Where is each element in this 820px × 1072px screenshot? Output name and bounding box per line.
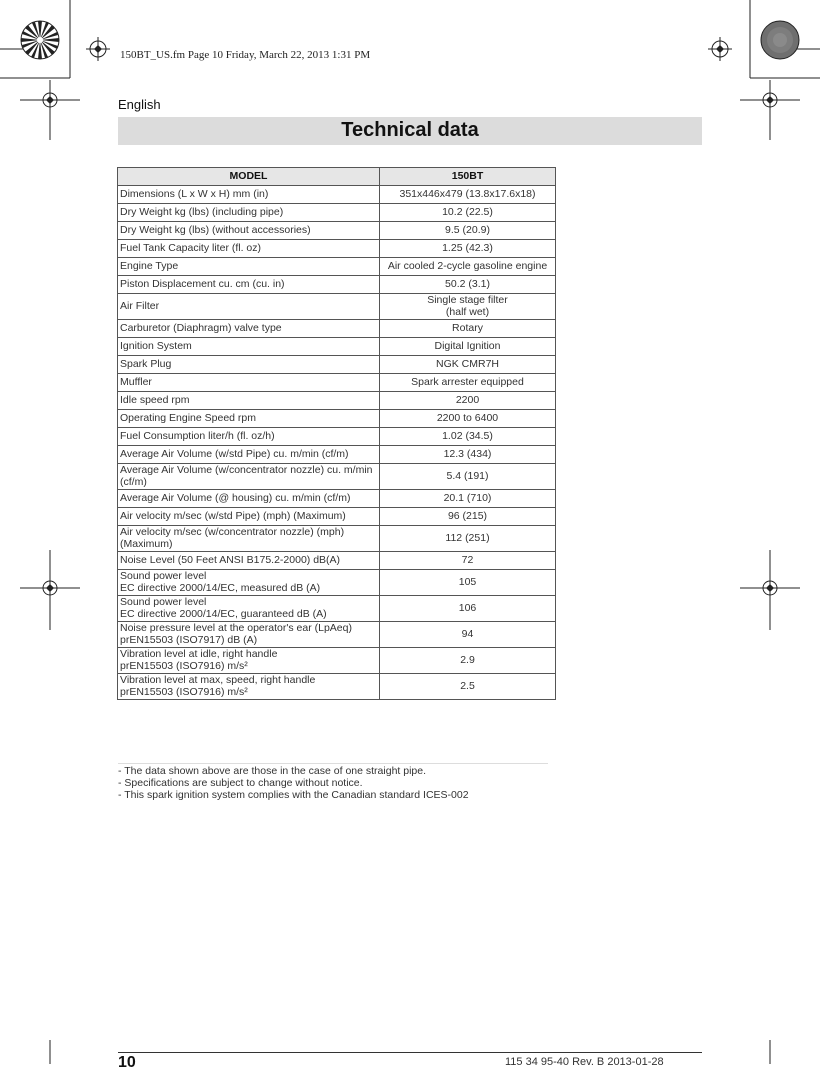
spec-label: Sound power level EC directive 2000/14/EC, measured dB (A) [118,570,380,596]
spec-label: Dimensions (L x W x H) mm (in) [118,186,380,204]
spec-label: Air velocity m/sec (w/std Pipe) (mph) (Maximum) [118,508,380,526]
spec-label: Idle speed rpm [118,392,380,410]
table-row [118,204,556,222]
table-row [118,622,556,648]
spec-label: Noise Level (50 Feet ANSI B175.2-2000) dB(A) [118,552,380,570]
footnotes [118,765,469,801]
spec-value: 106 [380,596,556,622]
table-row [118,356,556,374]
table-row [118,490,556,508]
spec-value: 10.2 (22.5) [380,204,556,222]
notes-divider [118,763,548,764]
spec-label: Carburetor (Diaphragm) valve type [118,320,380,338]
table-row [118,674,556,700]
language-label: English [118,97,161,112]
table-row [118,552,556,570]
table-row [118,374,556,392]
table-row [118,596,556,622]
table-row [118,186,556,204]
spec-label: Muffler [118,374,380,392]
spec-table-body [118,186,556,700]
spec-value: Rotary [380,320,556,338]
spec-value: 72 [380,552,556,570]
spec-value: NGK CMR7H [380,356,556,374]
spec-value: Single stage filter (half wet) [380,294,556,320]
table-row [118,294,556,320]
spec-value: 2.9 [380,648,556,674]
table-row [118,410,556,428]
print-slug-header: 150BT_US.fm Page 10 Friday, March 22, 2013 1:31 PM [120,49,371,61]
spec-label: Fuel Tank Capacity liter (fl. oz) [118,240,380,258]
spec-value: 96 (215) [380,508,556,526]
spec-value: Spark arrester equipped [380,374,556,392]
footnote: - This spark ignition system complies with the Canadian standard ICES-002 [118,789,469,801]
spec-value: 5.4 (191) [380,464,556,490]
spec-label: Average Air Volume (@ housing) cu. m/min (cf/m) [118,490,380,508]
spec-value: 112 (251) [380,526,556,552]
spec-label: Dry Weight kg (lbs) (without accessories) [118,222,380,240]
spec-label: Noise pressure level at the operator's ear (LpAeq) prEN15503 (ISO7917) dB (A) [118,622,380,648]
page-number: 10 [118,1054,136,1071]
spec-label: Vibration level at idle, right handle prEN15503 (ISO7916) m/s² [118,648,380,674]
table-row [118,464,556,490]
footnote: - Specifications are subject to change without notice. [118,777,363,789]
table-row [118,392,556,410]
spec-value: 50.2 (3.1) [380,276,556,294]
footnote: - The data shown above are those in the case of one straight pipe. [118,765,427,777]
spec-label: Ignition System [118,338,380,356]
table-row [118,570,556,596]
column-header-model: MODEL [118,168,380,186]
table-row [118,526,556,552]
spec-value: 2200 [380,392,556,410]
footer-doc-code: 115 34 95-40 Rev. B 2013-01-28 [505,1056,664,1068]
spec-value: 9.5 (20.9) [380,222,556,240]
table-row [118,222,556,240]
spec-value: 1.02 (34.5) [380,428,556,446]
table-row [118,258,556,276]
table-row [118,338,556,356]
table-row [118,320,556,338]
spec-value: 2200 to 6400 [380,410,556,428]
spec-value: 20.1 (710) [380,490,556,508]
spec-label: Operating Engine Speed rpm [118,410,380,428]
spec-label: Piston Displacement cu. cm (cu. in) [118,276,380,294]
spec-value: Digital Ignition [380,338,556,356]
spec-table [117,167,556,700]
spec-value: 1.25 (42.3) [380,240,556,258]
spec-label: Dry Weight kg (lbs) (including pipe) [118,204,380,222]
spec-label: Fuel Consumption liter/h (fl. oz/h) [118,428,380,446]
table-row [118,428,556,446]
spec-label: Average Air Volume (w/concentrator nozzle) cu. m/min (cf/m) [118,464,380,490]
spec-label: Vibration level at max, speed, right handle prEN15503 (ISO7916) m/s² [118,674,380,700]
spec-label: Engine Type [118,258,380,276]
page-title: Technical data [341,119,479,141]
table-row [118,508,556,526]
spec-label: Air Filter [118,294,380,320]
table-row [118,240,556,258]
spec-value: 351x446x479 (13.8x17.6x18) [380,186,556,204]
spec-value: 12.3 (434) [380,446,556,464]
spec-label: Sound power level EC directive 2000/14/EC, guaranteed dB (A) [118,596,380,622]
spec-label: Average Air Volume (w/std Pipe) cu. m/min (cf/m) [118,446,380,464]
spec-label: Air velocity m/sec (w/concentrator nozzle) (mph) (Maximum) [118,526,380,552]
spec-value: 105 [380,570,556,596]
spec-value: 94 [380,622,556,648]
table-row [118,276,556,294]
spec-label: Spark Plug [118,356,380,374]
table-header-row [118,168,556,186]
title-band [118,117,702,145]
table-row [118,446,556,464]
spec-value: 2.5 [380,674,556,700]
footer-rule [118,1052,702,1053]
column-header-150bt: 150BT [380,168,556,186]
spec-value: Air cooled 2-cycle gasoline engine [380,258,556,276]
table-row [118,648,556,674]
